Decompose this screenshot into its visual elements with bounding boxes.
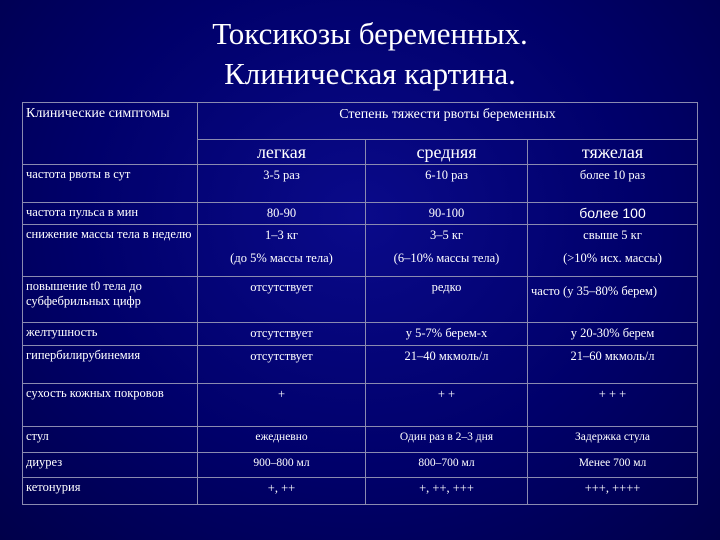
value-cell: отсутствует: [198, 345, 366, 383]
degree-header: Степень тяжести рвоты беременных: [198, 103, 698, 140]
table-row: [23, 426, 698, 452]
value-cell: 900–800 мл: [198, 452, 366, 478]
symptom-cell: сухость кожных покровов: [23, 383, 198, 426]
value-sub: (до 5% массы тела): [230, 251, 333, 266]
table-row: [23, 452, 698, 478]
symptom-cell: диурез: [23, 452, 198, 478]
slide-title: [0, 14, 720, 94]
value-cell: [198, 225, 366, 276]
symptom-cell: повышение t0 тела до субфебрильных цифр: [23, 276, 198, 322]
value-main: 1–3 кг: [264, 228, 299, 243]
table-row: [23, 478, 698, 505]
symptom-cell: частота рвоты в сут: [23, 164, 198, 202]
value-sub: (6–10% массы тела): [393, 251, 500, 266]
value-main: свыше 5 кг: [583, 228, 642, 243]
title-line-2: Клиническая картина.: [224, 56, 516, 91]
symptom-cell: стул: [23, 426, 198, 452]
value-cell: 3-5 раз: [198, 164, 366, 202]
table-row: [23, 345, 698, 383]
value-cell: 800–700 мл: [366, 452, 528, 478]
value-cell: редко: [366, 276, 528, 322]
value-cell: 90-100: [366, 202, 528, 225]
value-cell: Менее 700 мл: [528, 452, 698, 478]
level-severe: тяжелая: [528, 140, 698, 165]
table-row: [23, 322, 698, 345]
table-row: [23, 276, 698, 322]
symptom-cell: гипербилирубинемия: [23, 345, 198, 383]
title-line-1: Токсикозы беременных.: [212, 16, 528, 51]
value-cell: +, ++: [198, 478, 366, 505]
symptom-cell: кетонурия: [23, 478, 198, 505]
symptom-cell: снижение массы тела в неделю: [23, 225, 198, 276]
value-cell: у 5-7% берем-х: [366, 322, 528, 345]
value-cell: Один раз в 2–3 дня: [366, 426, 528, 452]
symptom-cell: желтушность: [23, 322, 198, 345]
value-cell: +, ++, +++: [366, 478, 528, 505]
value-cell: + +: [366, 383, 528, 426]
value-main: 3–5 кг: [429, 228, 464, 243]
symptoms-header: Клинические симптомы: [23, 103, 198, 165]
value-sub: (>10% исх. массы): [563, 251, 662, 266]
table-row: [23, 225, 698, 276]
value-cell: 21–60 мкмоль/л: [528, 345, 698, 383]
level-mild: легкая: [198, 140, 366, 165]
clinical-table: [22, 102, 698, 505]
header-row: [23, 103, 698, 140]
value-cell: ежедневно: [198, 426, 366, 452]
value-cell: +++, ++++: [528, 478, 698, 505]
symptom-cell: частота пульса в мин: [23, 202, 198, 225]
value-cell: [528, 225, 698, 276]
value-cell: часто (у 35–80% берем): [528, 276, 698, 322]
value-cell: более 10 раз: [528, 164, 698, 202]
value-cell: отсутствует: [198, 276, 366, 322]
value-cell: [366, 225, 528, 276]
table-row: [23, 164, 698, 202]
value-cell: 21–40 мкмоль/л: [366, 345, 528, 383]
value-cell: 80-90: [198, 202, 366, 225]
value-cell: Задержка стула: [528, 426, 698, 452]
value-cell: + + +: [528, 383, 698, 426]
value-cell: более 100: [528, 202, 698, 225]
value-cell: у 20-30% берем: [528, 322, 698, 345]
table-row: [23, 202, 698, 225]
value-cell: отсутствует: [198, 322, 366, 345]
value-cell: +: [198, 383, 366, 426]
value-cell: 6-10 раз: [366, 164, 528, 202]
level-moderate: средняя: [366, 140, 528, 165]
table-row: [23, 383, 698, 426]
